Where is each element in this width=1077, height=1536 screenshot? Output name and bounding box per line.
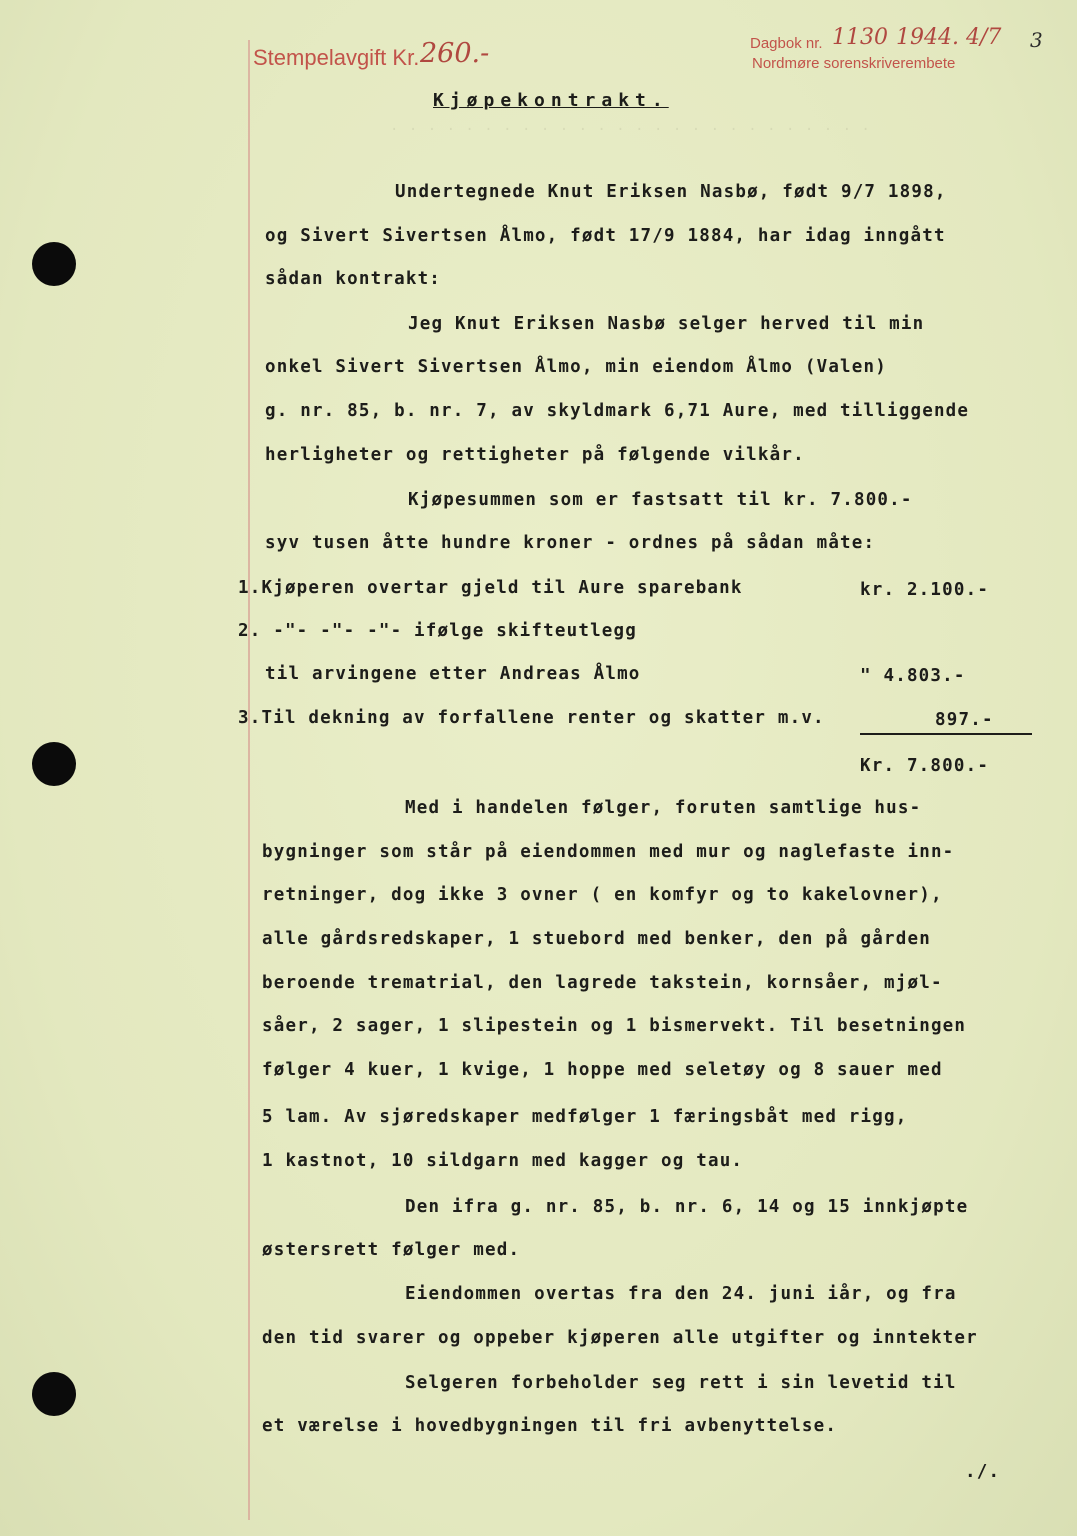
court-stamp: Nordmøre sorenskriverembete — [752, 55, 956, 72]
dagbok-date: 1944. 4/7 — [896, 25, 1002, 50]
text-line: syv tusen åtte hundre kroner - ordnes på sådan måte: — [265, 533, 876, 553]
sum-underline — [860, 733, 1032, 735]
text-line: onkel Sivert Sivertsen Ålmo, min eiendom Ålmo (Valen) — [265, 357, 888, 377]
payment-item-2: 2. -"- -"- -"- ifølge skifteutlegg — [238, 621, 638, 641]
text-line: beroende trematrial, den lagrede takstein, kornsåer, mjøl- — [262, 973, 943, 993]
text-line: Med i handelen følger, foruten samtlige hus- — [405, 798, 922, 818]
text-line: den tid svarer og oppeber kjøperen alle utgifter og inntekter — [262, 1328, 978, 1348]
text-line: Eiendommen overtas fra den 24. juni iår, og fra — [405, 1284, 957, 1304]
stamp-duty-label: Stempelavgift Kr. — [253, 45, 420, 70]
document-title: Kjøpekontrakt. — [433, 90, 669, 111]
dagbok-number: 1130 — [832, 25, 888, 50]
text-line: Selgeren forbeholder seg rett i sin levetid til — [405, 1373, 957, 1393]
dagbok-label: Dagbok nr. — [750, 35, 823, 52]
punch-hole-top — [32, 242, 76, 286]
amount-1: kr. 2.100.- — [860, 580, 990, 600]
payment-item-1: 1.Kjøperen overtar gjeld til Aure sparebank — [238, 578, 743, 598]
punch-hole-middle — [32, 742, 76, 786]
text-line: til arvingene etter Andreas Ålmo — [265, 664, 641, 684]
amount-2: " 4.803.- — [860, 666, 966, 686]
amount-3: 897.- — [935, 710, 994, 730]
text-line: såer, 2 sager, 1 slipestein og 1 bismervekt. Til besetningen — [262, 1016, 967, 1036]
margin-rule — [248, 40, 250, 1520]
text-line: Undertegnede Knut Eriksen Nasbø, født 9/7 1898, — [395, 182, 947, 202]
text-line: Den ifra g. nr. 85, b. nr. 6, 14 og 15 innkjøpte — [405, 1197, 969, 1217]
text-line: retninger, dog ikke 3 ovner ( en komfyr og to kakelovner), — [262, 885, 943, 905]
text-line: følger 4 kuer, 1 kvige, 1 hoppe med seletøy og 8 sauer med — [262, 1060, 943, 1080]
bleed-through: . . . . . . . . . . . . . . . . . . . . . . . . . . — [390, 118, 871, 134]
text-line: og Sivert Sivertsen Ålmo, født 17/9 1884, har idag inngått — [265, 226, 946, 246]
stamp-duty-amount: 260.- — [420, 38, 490, 69]
text-line: sådan kontrakt: — [265, 269, 442, 289]
text-line: bygninger som står på eiendommen med mur og naglefaste inn- — [262, 842, 955, 862]
text-line: alle gårdsredskaper, 1 stuebord med benker, den på gården — [262, 929, 931, 949]
text-line: 1 kastnot, 10 sildgarn med kagger og tau. — [262, 1151, 744, 1171]
punch-hole-bottom — [32, 1372, 76, 1416]
text-line: 5 lam. Av sjøredskaper medfølger 1 færingsbåt med rigg, — [262, 1107, 908, 1127]
payment-item-3: 3.Til dekning av forfallene renter og skatter m.v. — [238, 708, 825, 728]
text-line: Jeg Knut Eriksen Nasbø selger herved til min — [408, 314, 925, 334]
text-line: et værelse i hovedbygningen til fri avbenyttelse. — [262, 1416, 838, 1436]
text-line: Kjøpesummen som er fastsatt til kr. 7.800.- — [408, 490, 913, 510]
text-line: østersrett følger med. — [262, 1240, 521, 1260]
amount-total: Kr. 7.800.- — [860, 756, 990, 776]
page-number: 3 — [1030, 28, 1043, 52]
text-line: herligheter og rettigheter på følgende vilkår. — [265, 445, 805, 465]
continuation-mark: ./. — [965, 1462, 1001, 1482]
text-line: g. nr. 85, b. nr. 7, av skyldmark 6,71 Aure, med tilliggende — [265, 401, 970, 421]
